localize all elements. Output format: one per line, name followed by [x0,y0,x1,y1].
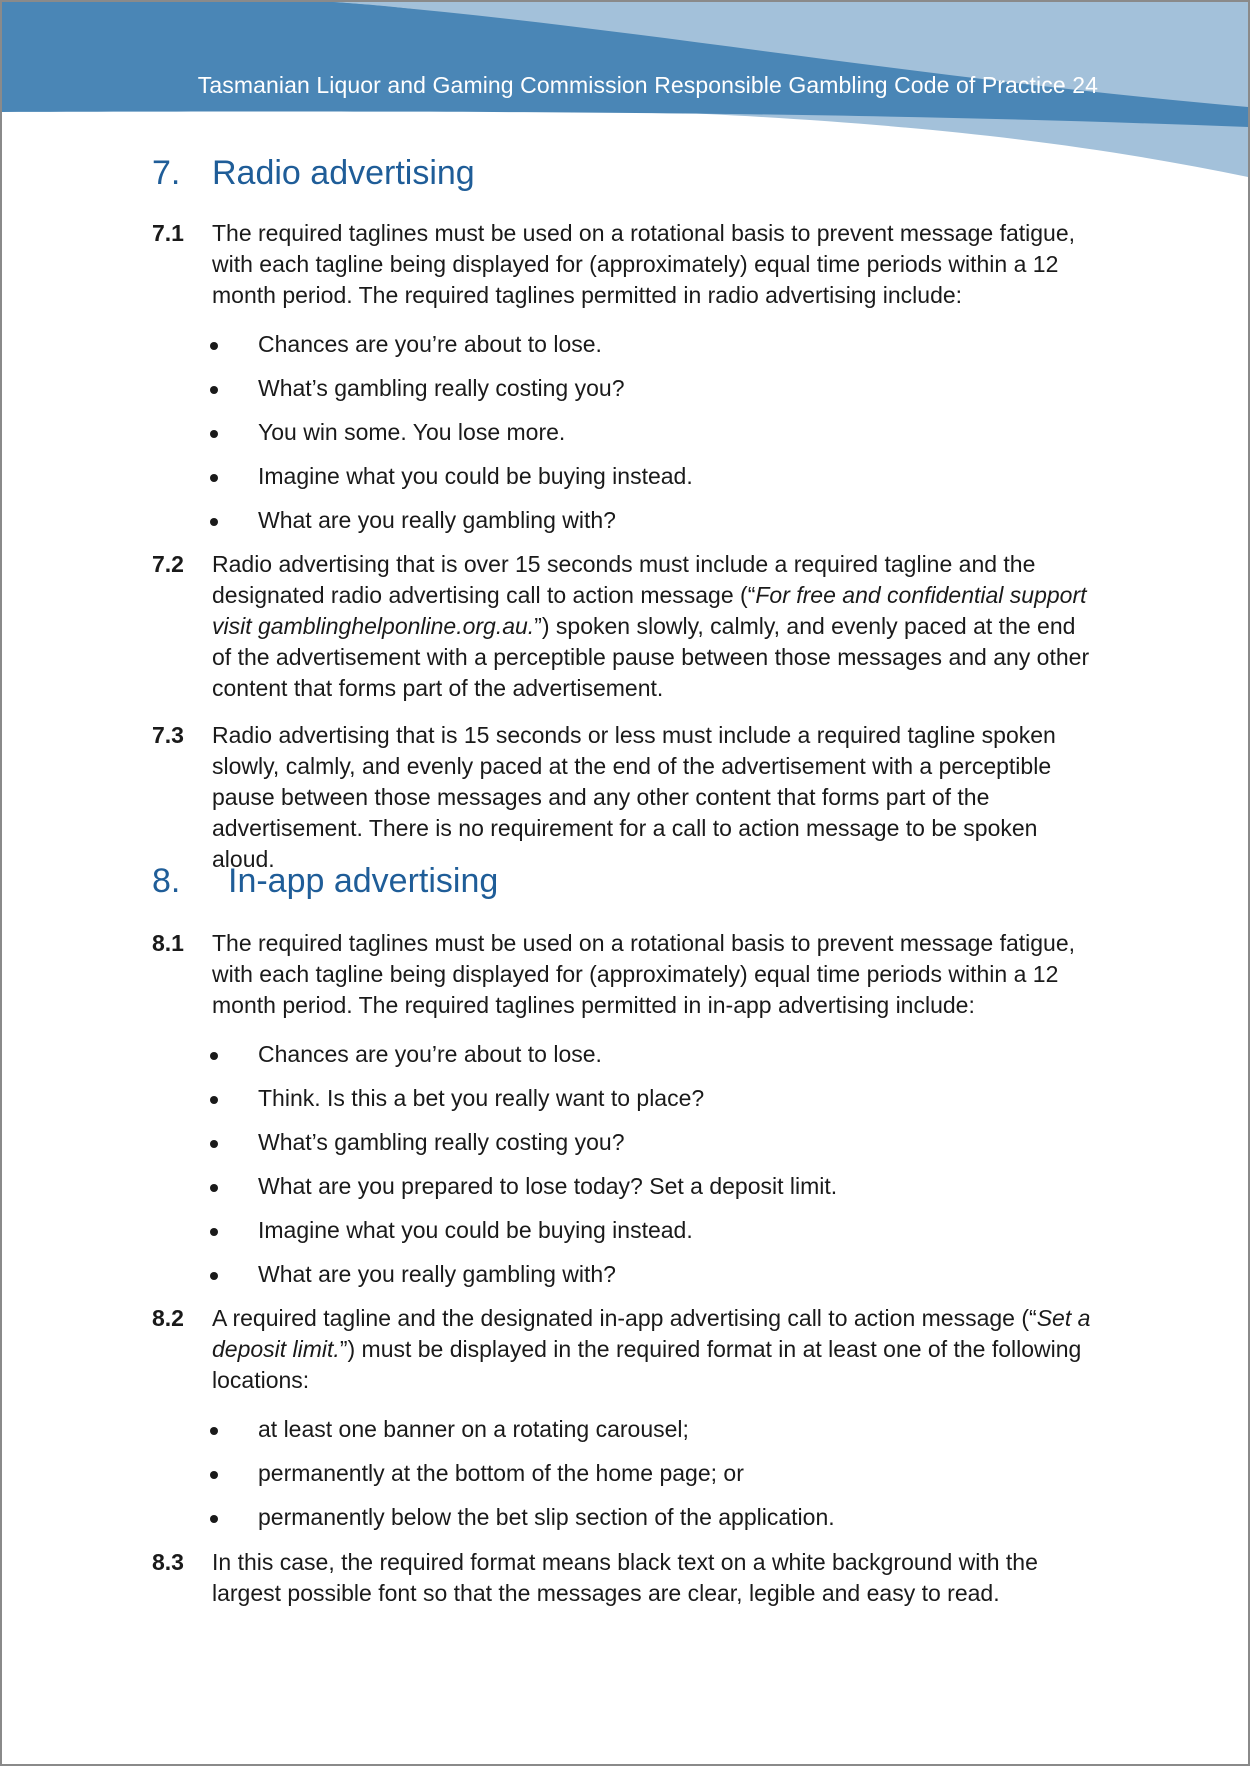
list-item: Think. Is this a bet you really want to place? [210,1083,1110,1127]
paragraph-text: Radio advertising that is 15 seconds or less must include a required tagline spoken slowly, calmly, and evenly paced at the end of the advertisement with a perceptible pause between those messages and any other content that forms part of the advertisement. There is no requirement for a call to action message to be spoken aloud. [212,722,1056,872]
list-item: Imagine what you could be buying instead. [210,1215,1110,1259]
paragraph-7-3 [152,720,1102,872]
list-item: What’s gambling really costing you? [210,1127,1110,1171]
bullet-icon [210,1052,218,1060]
paragraph-text: The required taglines must be used on a rotational basis to prevent message fatigue, with each tagline being displayed for (approximately) equal time periods within a 12 month period. The required taglines permitted in radio advertising include: [212,220,1076,308]
paragraph-number: 8.3 [152,1549,184,1575]
list-item: What’s gambling really costing you? [210,373,1110,417]
bullet-icon [210,386,218,394]
section-7-number: 7. [152,154,181,192]
bullet-icon [210,518,218,526]
paragraph-text: In this case, the required format means black text on a white background with the largest possible font so that the messages are clear, legible and easy to read. [212,1549,1038,1606]
paragraph-number: 8.2 [152,1305,184,1331]
bullet-icon [210,342,218,350]
bullet-icon [210,1515,218,1523]
bullet-icon [210,1140,218,1148]
bullet-icon [210,1228,218,1236]
bullet-icon [210,474,218,482]
paragraph-number: 7.2 [152,551,184,577]
bullet-icon [210,1427,218,1435]
paragraph-7-1 [152,218,1102,313]
paragraph-7-2 [152,549,1102,709]
list-item: permanently at the bottom of the home page; or [210,1458,1110,1502]
call-to-action-message: For free and confidential support visit gamblinghelponline.org.au. [212,582,1087,639]
paragraph-text: Radio advertising that is over 15 seconds must include a required tagline and the designated radio advertising call to action message (“For free and confidential support visit gamblinghelponline.org.au.”) spoken slowly, calmly, and evenly paced at the end of the advertisement with a perceptible pause between those messages and any other content that forms part of the advertisement. [212,551,1090,701]
display-locations-list [210,1414,1110,1546]
paragraph-number: 8.1 [152,930,184,956]
paragraph-8-2 [152,1303,1102,1398]
list-item: Chances are you’re about to lose. [210,329,1110,373]
radio-taglines-list [210,329,1110,549]
paragraph-number: 7.3 [152,722,184,748]
section-7-heading [152,154,475,193]
running-header: Tasmanian Liquor and Gaming Commission Responsible Gambling Code of Practice 24 [197,72,1098,98]
section-8-heading [152,862,498,901]
bullet-icon [210,1184,218,1192]
list-item: Imagine what you could be buying instead. [210,461,1110,505]
paragraph-8-3 [152,1547,1102,1617]
bullet-icon [210,1272,218,1280]
in-app-taglines-list [210,1039,1110,1303]
paragraph-number: 7.1 [152,220,184,246]
paragraph-text: A required tagline and the designated in-app advertising call to action message (“Set a deposit limit.”) must be displayed in the required format in at least one of the following locations: [212,1305,1091,1393]
list-item: You win some. You lose more. [210,417,1110,461]
list-item: at least one banner on a rotating carousel; [210,1414,1110,1458]
call-to-action-message: Set a deposit limit. [212,1305,1091,1362]
paragraph-8-1 [152,928,1102,1023]
list-item: What are you really gambling with? [210,1259,1110,1303]
section-7-title: Radio advertising [212,154,475,192]
list-item: What are you prepared to lose today? Set a deposit limit. [210,1171,1110,1215]
bullet-icon [210,1471,218,1479]
paragraph-text: The required taglines must be used on a rotational basis to prevent message fatigue, with each tagline being displayed for (approximately) equal time periods within a 12 month period. The required taglines permitted in in-app advertising include: [212,930,1076,1018]
bullet-icon [210,430,218,438]
list-item: permanently below the bet slip section of the application. [210,1502,1110,1546]
list-item: What are you really gambling with? [210,505,1110,549]
section-8-title: In-app advertising [228,862,499,900]
section-8-number: 8. [152,862,181,900]
list-item: Chances are you’re about to lose. [210,1039,1110,1083]
bullet-icon [210,1096,218,1104]
